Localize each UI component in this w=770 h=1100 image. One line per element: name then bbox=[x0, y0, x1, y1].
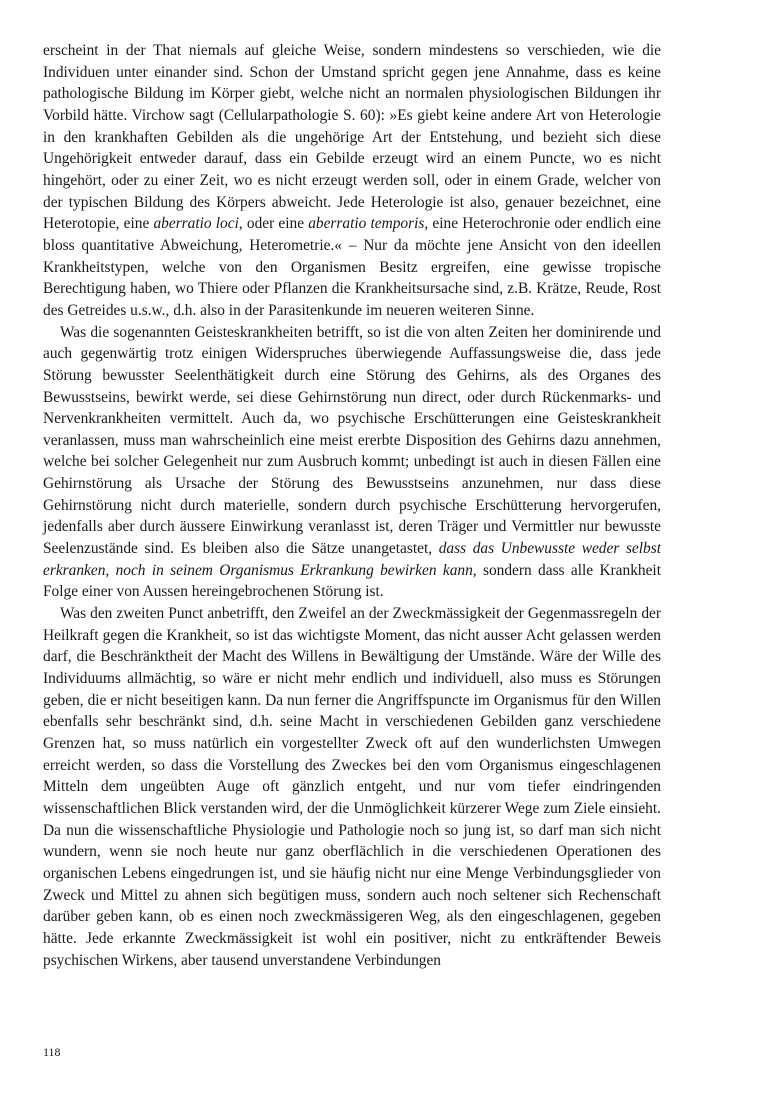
italic-segment: aberratio loci bbox=[153, 215, 239, 233]
text-segment: erscheint in der That niemals auf gleiche Weise, sondern mindestens so verschieden, wie die Individuen unter einander sind. Schon der Umstand spricht gegen jene Annahme, dass es keine pathologische Bildung im Körper giebt, welche nicht an normalen physiologischen Bildungen ihr Vorbild hätte. Virchow sagt (Cellularpathologie S. 60): »Es giebt keine andere Art von Heterologie in den krankhaften Gebilden als die ungehörige Art der Entstehung, und bezieht sich diese Ungehörigkeit entweder darauf, dass ein Gebilde erzeugt wird an einem Puncte, wo es nicht hingehört, oder zu einer Zeit, wo es nicht erzeugt werden soll, oder in einem Grade, welcher von der typischen Bildung des Körpers abweicht. Jede Heterologie ist also, genauer bezeichnet, eine Heterotopie, eine bbox=[43, 42, 661, 233]
text-segment: , sondern dass alle Krankheit Folge einer von Aussen hereingebrochenen Störung ist. bbox=[43, 561, 661, 601]
text-segment: Was die sogenannten Geisteskrankheiten betrifft, so ist die von alten Zeiten her dominirende und auch gegenwärtig trotz einigen Widerspruches überwiegende Auffassungsweise die, dass jede Störung bewusster Seelenthätigkeit durch eine Störung des Gehirns, als des Organes des Bewusstseins, bewirkt werde, sei diese Gehirnstörung nun direct, oder durch Rückenmarks- und Nervenkrankheiten vermittelt. Auch da, wo psychische Erschütterungen eine Geisteskrankheit veranlassen, muss man wahrscheinlich eine meist ererbte Disposition des Gehirns dazu annehmen, welche bei solcher Gelegenheit nur zum Ausbruch kommt; unbedingt ist auch in diesen Fällen eine Gehirnstörung als Ursache der Störung des Bewusstseins anzunehmen, nur dass diese Gehirnstörung nicht durch materielle, sondern durch psychische Erschütterung hervorgerufen, jedenfalls aber durch äussere Einwirkung veranlasst ist, deren Träger und Vermittler nur bewusste Seelenzustände sind. Es bleiben also die Sätze unangetastet, bbox=[43, 323, 661, 558]
italic-segment: aberratio temporis bbox=[308, 215, 425, 233]
paragraph-1 bbox=[43, 40, 661, 322]
paragraph-3 bbox=[43, 603, 661, 971]
italic-segment: dass das Unbewusste weder selbst erkranken, noch in seinem Organismus Erkrankung bewirken kann bbox=[43, 540, 661, 579]
page-number: 118 bbox=[43, 1045, 61, 1059]
text-segment: , oder eine bbox=[238, 215, 309, 233]
page-body bbox=[43, 40, 661, 971]
text-segment: Was den zweiten Punct anbetrifft, den Zweifel an der Zweckmässigkeit der Gegenmassregeln der Heilkraft gegen die Krankheit, so ist das wichtigste Moment, das nicht ausser Acht gelassen werden darf, die Beschränktheit der Macht des Willens in Bewältigung der Umstände. Wäre der Wille des Individuums allmächtig, so wäre er nicht mehr endlich und individuell, also muss es Störungen geben, die er nicht beseitigen kann. Da nun ferner die Angriffspuncte im Organismus für den Willen ebenfalls sehr beschränkt sind, d.h. seine Macht in verschiedenen Gebilden ganz verschiedene Grenzen hat, so muss natürlich ein vorgestellter Zweck oft auf den wunderlichsten Umwegen erreicht werden, so dass die Vorstellung des Zweckes bei den vom Organismus eingeschlagenen Mitteln dem ungeübten Auge oft gänzlich entgeht, und nur vom tiefer eindringenden wissenschaftlichen Blick verstanden wird, der die Unmöglichkeit kürzerer Wege zum Ziele einsieht. Da nun die wissenschaftliche Physiologie und Pathologie noch so jung ist, so darf man sich nicht wundern, wenn sie noch heute nur ganz oberflächlich in die verschiedenen Operationen des organischen Lebens eingedrungen ist, und sie häufig nicht nur eine Menge Verbindungsglieder von Zweck und Mittel zu ahnen sich begütigen muss, sondern auch noch seltener sich Rechenschaft darüber geben kann, ob es einen noch zweckmässigeren Weg, als den eingeschlagenen, gegeben hätte. Jede erkannte Zweckmässigkeit ist wohl ein positiver, nicht zu entkräftender Beweis psychischen Wirkens, aber tausend unverstandene Verbindungen bbox=[43, 605, 661, 969]
paragraph-2 bbox=[43, 322, 661, 604]
text-segment: , eine Heterochronie oder endlich eine bloss quantitative Abweichung, Heterometrie.« – Nur da möchte jene Ansicht von den ideellen Krankheitstypen, welche von den Organismen Besitz ergreifen, eine gewisse tropische Berechtigung haben, wo Thiere oder Pflanzen die Krankheitsursache sind, z.B. Krätze, Reude, Rost des Getreides u.s.w., d.h. also in der Parasitenkunde im neueren weiteren Sinne. bbox=[43, 215, 661, 319]
